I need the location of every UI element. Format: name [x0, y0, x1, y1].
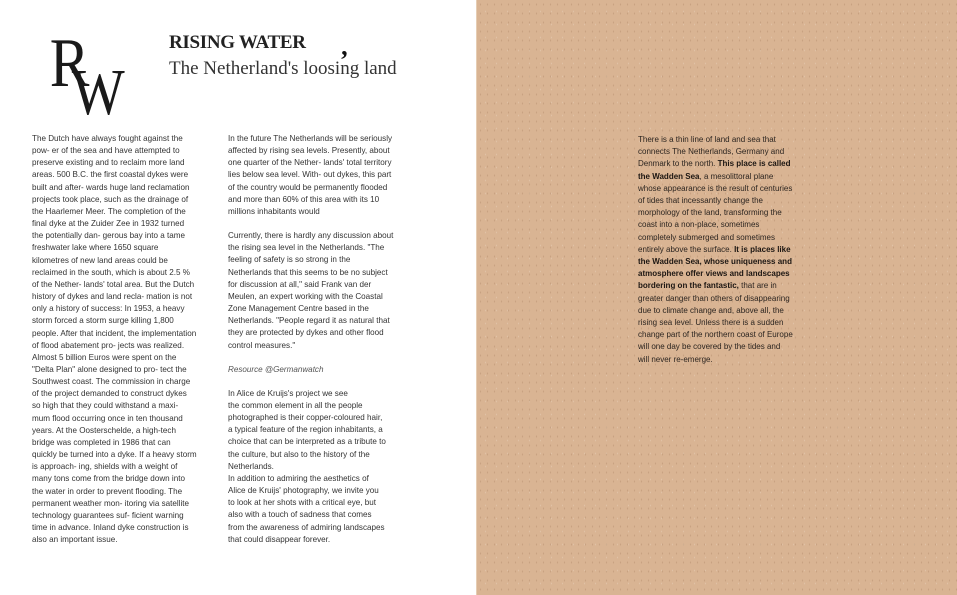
- column3-bold-1: This place is called the Wadden Sea: [638, 159, 791, 181]
- column2-paragraph-3: In Alice de Kruijs's project we see the common element in all the people photographed is their copper-coloured hair, a typical feature of the region inhabitants, a choice that can be interpreted as a tribute to the culture, but also to the history of the Netherlands.: [228, 388, 386, 471]
- column2-paragraph-4: In addition to admiring the aesthetics of Alice de Kruijs' photography, we invite you to look at her shots with a critical eye, but also with a touch of sadness that comes from the awareness of admiring landscapes that could disappear forever.: [228, 473, 385, 544]
- article-column-2: [228, 133, 408, 546]
- logo-letter-w: W: [71, 55, 125, 118]
- left-page: [0, 0, 477, 595]
- column1-text: The Dutch have always fought against the pow- er of the sea and have attempted to preserve existing and to reclaim more land areas. 500 B.C. the first coastal dykes were built and after- wards huge land reclamation projects took place, such as the drainage of the Haarlemer Meer. The completion of the final dyke at the Zuider Zee in 1932 turned the potentially dan- gerous bay into a tame freshwater lake where 1650 square kilometres of new land areas could be reclaimed in the south, which is about 2.5 % of the Nether- lands' total area. But the Dutch history of dykes and land recla- mation is not only a history of success: In 1953, a heavy storm forced a storm surge killing 1,800 people. After that incident, the implementation of flood abatement pro- jects was realized. Almost 5 billion Euros were spent on the "Delta Plan" alone designed to pro- tect the Southwest coast. The commission in charge of the project demanded to construct dykes so high that they could withstand a maxi- mum flood occurring once in ten thousand years. At the Oosterschelde, a high-tech bridge was completed in 1986 that can quickly be turned into a dyke. If a heavy storm is approach- ing, shields with a weight of many tons come from the bridge down into the water in order to prevent flooding. The permanent weather mon- itoring via satellite technology guarantees suf- ficient warning time in advance. Inland dyke construction is also an important issue.: [32, 134, 197, 545]
- logo-letter-r: R: [49, 24, 90, 103]
- column3-text-2: , a mesolittoral plane whose appearance is the result of centuries of tides that incessantly change the morphology of the land, transforming the coast into a non-place, sometimes completely submerged and sometimes entirely above the surface.: [638, 171, 793, 254]
- page-subtitle: The Netherland's loosing land: [169, 58, 397, 79]
- column3-text-3: that are in greater danger than others of disappearing due to climate change and, above all, the rising sea level. Unless there is a sudden change part of the northern coast of Europe will one day be covered by the tides and will never re-emerge.: [638, 281, 793, 364]
- column3-paragraph: [638, 134, 816, 366]
- column2-paragraph-1: In the future The Netherlands will be seriously affected by rising sea levels. Presently, about one quarter of the Nether- lands' total territory lies below sea level. With- out dykes, this part of the country would be permanently flooded and more than 60% of this area with its 10 millions inhabitants would: [228, 134, 393, 216]
- title-block: [169, 32, 397, 80]
- column2-paragraph-2: Currently, there is hardly any discussion about the rising sea level in the Netherlands. "The feeling of safety is so strong in the Netherlands that this seems to be no subject for discussion at all," said Frank van der Meulen, an expert working with the Coastal Zone Management Centre based in the Netherlands. "People regard it as natural that they are protected by dykes and other flood control measures.": [228, 231, 394, 350]
- resource-credit: Resource @Germanwatch: [228, 364, 324, 374]
- rw-logo: [48, 22, 158, 118]
- article-column-1: [32, 133, 200, 546]
- article-column-3: [638, 134, 816, 366]
- page-title: RISING WATER: [169, 32, 306, 53]
- column3-text-1: There is a thin line of land and sea that connects The Netherlands, Germany and Denmark to the north.: [638, 135, 785, 169]
- quote-mark-icon: ‚: [340, 32, 349, 61]
- column3-bold-2: It is places like the Wadden Sea, whose uniqueness and atmosphere offer views and landscapes bordering on the fantastic,: [638, 244, 792, 291]
